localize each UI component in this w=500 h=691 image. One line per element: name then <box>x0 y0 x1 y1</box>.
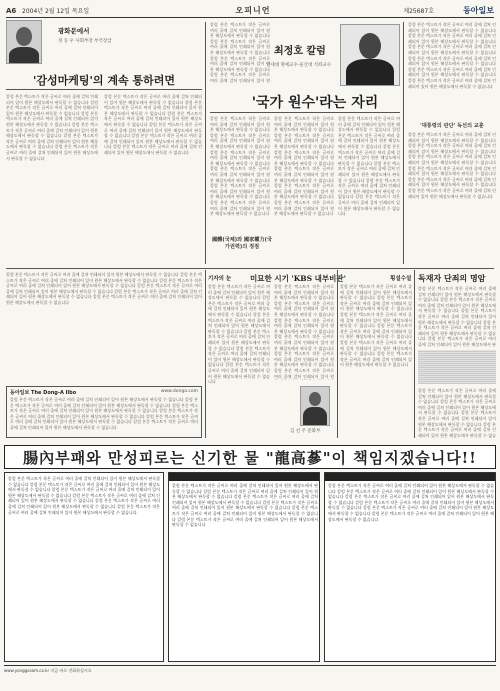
right-body-top: 칼럼 본문 텍스트가 작은 글씨로 여러 줄에 걸쳐 인쇄되어 있어 원본 해상도에서 판독할 수 없습니다 칼럼 본문 텍스트가 작은 글씨로 여러 줄에 걸쳐 인쇄되어 있어 원본 해상도에서 판독할 수 없습니다 칼럼 본문 텍스트가 작은 글씨로 여러 줄에 걸쳐 인쇄되어 있어 원본 해상도에서 판독할 수 없습니다 칼럼 본문 텍스트가 작은 글씨로 여러 줄에 걸쳐 인쇄되어 있어 원본 해상도에서 판독할 수 없습니다 칼럼 본문 텍스트가 작은 글씨로 여러 줄에 걸쳐 인쇄되어 있어 원본 해상도에서 판독할 수 없습니다 칼럼 본문 텍스트가 작은 글씨로 여러 줄에 걸쳐 인쇄되어 있어 원본 해상도에서 판독할 수 없습니다 <box>408 22 496 89</box>
right-body-bottom: 칼럼 본문 텍스트가 작은 글씨로 여러 줄에 걸쳐 인쇄되어 있어 원본 해상도에서 판독할 수 없습니다 칼럼 본문 텍스트가 작은 글씨로 여러 줄에 걸쳐 인쇄되어 있어 원본 해상도에서 판독할 수 없습니다 칼럼 본문 텍스트가 작은 글씨로 여러 줄에 걸쳐 인쇄되어 있어 원본 해상도에서 판독할 수 없습니다 칼럼 본문 텍스트가 작은 글씨로 여러 줄에 걸쳐 인쇄되어 있어 원본 해상도에서 판독할 수 없습니다 칼럼 본문 텍스트가 작은 글씨로 여러 줄에 걸쳐 인쇄되어 있어 원본 해상도에서 판독할 수 없습니다 칼럼 본문 텍스트가 작은 글씨로 여러 줄에 걸쳐 인쇄되어 있어 원본 해상도에서 판독할 수 없습니다 <box>408 132 496 199</box>
center-headline: '국가 원수'라는 자리 <box>251 95 379 111</box>
ad-headline: 腸內부패와 만성피로는 신기한 물 "龍高蔘"이 책임지겠습니다!! <box>23 448 477 467</box>
center-byline: 연세대 명예교수·울산대 석좌교수 <box>266 63 332 68</box>
bottom-image-3 <box>418 350 496 384</box>
right-subhead: '대통령의 판단' 독선의 교훈 <box>420 123 484 129</box>
bottom-byline: 김 선 주 문화부 <box>290 429 321 434</box>
author-photo-left <box>6 20 42 64</box>
ad-panel-right: 칼럼 본문 텍스트가 작은 글씨로 여러 줄에 걸쳐 인쇄되어 있어 원본 해상도에서 판독할 수 없습니다 칼럼 본문 텍스트가 작은 글씨로 여러 줄에 걸쳐 인쇄되어 있어 원본 해상도에서 판독할 수 없습니다 칼럼 본문 텍스트가 작은 글씨로 여러 줄에 걸쳐 인쇄되어 있어 원본 해상도에서 판독할 수 없습니다 칼럼 본문 텍스트가 작은 글씨로 여러 줄에 걸쳐 인쇄되어 있어 원본 해상도에서 판독할 수 없습니다 칼럼 본문 텍스트가 작은 글씨로 여러 줄에 걸쳐 인쇄되어 있어 원본 해상도에서 판독할 수 없습니다 칼럼 본문 텍스트가 작은 글씨로 여러 줄에 걸쳐 인쇄되어 있어 원본 해상도에서 판독할 수 없습니다 <box>324 472 496 662</box>
ad-panel-left: 칼럼 본문 텍스트가 작은 글씨로 여러 줄에 걸쳐 인쇄되어 있어 원본 해상도에서 판독할 수 없습니다 칼럼 본문 텍스트가 작은 글씨로 여러 줄에 걸쳐 인쇄되어 있어 원본 해상도에서 판독할 수 없습니다 칼럼 본문 텍스트가 작은 글씨로 여러 줄에 걸쳐 인쇄되어 있어 원본 해상도에서 판독할 수 없습니다 칼럼 본문 텍스트가 작은 글씨로 여러 줄에 걸쳐 인쇄되어 있어 원본 해상도에서 판독할 수 없습니다 칼럼 본문 텍스트가 작은 글씨로 여러 줄에 걸쳐 인쇄되어 있어 원본 해상도에서 판독할 수 없습니다 칼럼 본문 텍스트가 작은 글씨로 여러 줄에 걸쳐 인쇄되어 있어 원본 해상도에서 판독할 수 없습니다 <box>4 472 164 662</box>
newspaper-brand: 동아일보 <box>463 6 494 15</box>
page-number: A6 <box>6 6 17 15</box>
bottom-title-1: 미묘한 시기 'KBS 내부비판' <box>250 274 346 283</box>
company-url: www.donga.com <box>160 389 198 394</box>
left-body-col2: 칼럼 본문 텍스트가 작은 글씨로 여러 줄에 걸쳐 인쇄되어 있어 원본 해상도에서 판독할 수 없습니다 칼럼 본문 텍스트가 작은 글씨로 여러 줄에 걸쳐 인쇄되어 있어 원본 해상도에서 판독할 수 없습니다 칼럼 본문 텍스트가 작은 글씨로 여러 줄에 걸쳐 인쇄되어 있어 원본 해상도에서 판독할 수 없습니다 칼럼 본문 텍스트가 작은 글씨로 여러 줄에 걸쳐 인쇄되어 있어 원본 해상도에서 판독할 수 없습니다 칼럼 본문 텍스트가 작은 글씨로 여러 줄에 걸쳐 인쇄되어 있어 원본 해상도에서 판독할 수 없습니다 칼럼 본문 텍스트가 작은 글씨로 여러 줄에 걸쳐 인쇄되어 있어 원본 해상도에서 판독할 수 없습니다 <box>104 94 202 155</box>
bottom-body-3a: 칼럼 본문 텍스트가 작은 글씨로 여러 줄에 걸쳐 인쇄되어 있어 원본 해상도에서 판독할 수 없습니다 칼럼 본문 텍스트가 작은 글씨로 여러 줄에 걸쳐 인쇄되어 있어 원본 해상도에서 판독할 수 없습니다 칼럼 본문 텍스트가 작은 글씨로 여러 줄에 걸쳐 인쇄되어 있어 원본 해상도에서 판독할 수 없습니다 칼럼 본문 텍스트가 작은 글씨로 여러 줄에 걸쳐 인쇄되어 있어 원본 해상도에서 판독할 수 없습니다 칼럼 본문 텍스트가 작은 글씨로 여러 줄에 걸쳐 인쇄되어 있어 원본 해상도에서 판 <box>418 286 496 347</box>
bottom-title-3: 독재자 단죄의 명암 <box>418 273 486 283</box>
bottom-body-3b: 칼럼 본문 텍스트가 작은 글씨로 여러 줄에 걸쳐 인쇄되어 있어 원본 해상도에서 판독할 수 없습니다 칼럼 본문 텍스트가 작은 글씨로 여러 줄에 걸쳐 인쇄되어 있어 원본 해상도에서 판독할 수 없습니다 칼럼 본문 텍스트가 작은 글씨로 여러 줄에 걸쳐 인쇄되어 있어 원본 해상도에서 판독할 수 없습니다 칼럼 본문 텍스트가 작은 글씨로 여러 줄에 걸쳐 인쇄되어 있어 원본 해상도에서 판독할 수 없습 <box>418 388 496 438</box>
issue-date: 2004년 2월 12일 목요일 <box>22 8 90 15</box>
ad-footer <box>4 665 496 687</box>
bottom-left-body: 칼럼 본문 텍스트가 작은 글씨로 여러 줄에 걸쳐 인쇄되어 있어 원본 해상도에서 판독할 수 없습니다 칼럼 본문 텍스트가 작은 글씨로 여러 줄에 걸쳐 인쇄되어 있어 원본 해상도에서 판독할 수 없습니다 칼럼 본문 텍스트가 작은 글씨로 여러 줄에 걸쳐 인쇄되어 있어 원본 해상도에서 판독할 수 없습니다 칼럼 본문 텍스트가 작은 글씨로 여러 줄에 걸쳐 인쇄되어 있어 원본 해상도에서 판독할 수 없습니다 칼럼 본문 텍스트가 작은 글씨로 여러 줄에 걸쳐 인쇄되어 있어 원본 해상도에서 판독할 수 없습니다 칼럼 본문 텍스트가 작은 글씨로 여러 줄에 걸쳐 인쇄되어 있어 원본 해상도에서 판독할 수 없습니다 <box>6 272 202 305</box>
ad-footer-text: www.yonggosam.co.kr 지금 바로 전화하십시오 <box>4 668 92 673</box>
bottom-body-1a: 칼럼 본문 텍스트가 작은 글씨로 여러 줄에 걸쳐 인쇄되어 있어 원본 해상도에서 판독할 수 없습니다 칼럼 본문 텍스트가 작은 글씨로 여러 줄에 걸쳐 인쇄되어 있어 원본 해상도에서 판독할 수 없습니다 칼럼 본문 텍스트가 작은 글씨로 여러 줄에 걸쳐 인쇄되어 있어 원본 해상도에서 판독할 수 없습니다 칼럼 본문 텍스트가 작은 글씨로 여러 줄에 걸쳐 인쇄되어 있어 원본 해상도에서 판독할 수 없습니다 칼럼 본문 텍스트가 작은 글씨로 여러 줄에 걸쳐 인쇄되어 있어 원본 해상도에서 판독할 수 없습니다 칼럼 본문 텍스트가 작은 글씨로 여러 줄에 걸쳐 인쇄되어 있어 원본 해상도에서 판독할 수 없습니다 <box>208 284 270 385</box>
reporter-photo <box>300 386 330 426</box>
issue-number: 제25687호 <box>403 8 434 15</box>
center-subhead: 國體(국체)와 國家權力(국가권력)의 정점 <box>211 237 273 250</box>
center-kicker: 최정호 칼럼 <box>274 46 326 57</box>
company-title: 동아일보 The Dong-A Ilbo <box>10 390 77 396</box>
bottom-body-2: 칼럼 본문 텍스트가 작은 글씨로 여러 줄에 걸쳐 인쇄되어 있어 원본 해상도에서 판독할 수 없습니다 칼럼 본문 텍스트가 작은 글씨로 여러 줄에 걸쳐 인쇄되어 있어 원본 해상도에서 판독할 수 없습니다 칼럼 본문 텍스트가 작은 글씨로 여러 줄에 걸쳐 인쇄되어 있어 원본 해상도에서 판독할 수 없습니다 칼럼 본문 텍스트가 작은 글씨로 여러 줄에 걸쳐 인쇄되어 있어 원본 해상도에서 판독할 수 없습니다 칼럼 본문 텍스트가 작은 글씨로 여러 줄에 걸쳐 인쇄되어 있어 원본 해상도에서 판독할 수 없습니다 칼럼 본문 텍스트가 작은 글씨로 여러 줄에 걸쳐 인쇄되어 있어 원본 해상도에서 판독할 수 없습니다 <box>340 284 412 368</box>
ad-banner <box>4 445 496 469</box>
left-headline: '감성마케팅'의 계속 통하려면 <box>33 74 175 87</box>
left-byline: 정 동 우 사회부장 부국장급 <box>58 39 112 44</box>
bottom-body-1b: 칼럼 본문 텍스트가 작은 글씨로 여러 줄에 걸쳐 인쇄되어 있어 원본 해상도에서 판독할 수 없습니다 칼럼 본문 텍스트가 작은 글씨로 여러 줄에 걸쳐 인쇄되어 있어 원본 해상도에서 판독할 수 없습니다 칼럼 본문 텍스트가 작은 글씨로 여러 줄에 걸쳐 인쇄되어 있어 원본 해상도에서 판독할 수 없습니다 칼럼 본문 텍스트가 작은 글씨로 여러 줄에 걸쳐 인쇄되어 있어 원본 해상도에서 판독할 수 없습니다 칼럼 본문 텍스트가 작은 글씨로 여러 줄에 걸쳐 인쇄되어 있어 원본 해상도에서 판독할 수 없습니다 칼럼 본문 텍스트가 작은 글씨로 여러 줄에 걸쳐 인쇄되어 있어 원 <box>274 284 334 379</box>
author-photo-center <box>340 24 400 86</box>
center-body-col1: 칼럼 본문 텍스트가 작은 글씨로 여러 줄에 걸쳐 인쇄되어 있어 원본 해상도에서 판독할 수 없습니다 칼럼 본문 텍스트가 작은 글씨로 여러 줄에 걸쳐 인쇄되어 있어 원본 해상도에서 판독할 수 없습니다 칼럼 본문 텍스트가 작은 글씨로 여러 줄에 걸쳐 인쇄되어 있어 원본 해상도에서 판독할 수 없습니다 칼럼 본문 텍스트가 작은 글씨로 여러 줄에 걸쳐 인쇄되어 있어 원본 해상도에서 판독할 수 없습니다 칼럼 본문 텍스트가 작은 글씨로 여러 줄에 걸쳐 인쇄되어 있어 원본 해상도에서 판독할 수 없습니다 칼럼 본문 텍스트가 작은 글씨로 여러 줄에 걸쳐 인쇄되어 있어 원본 해상도에서 판독할 수 없습니다 <box>210 116 270 217</box>
bottom-kicker-1: 기자의 눈 <box>208 276 232 282</box>
left-kicker: 광화문에서 <box>58 27 90 35</box>
center-lead-text: 칼럼 본문 텍스트가 작은 글씨로 여러 줄에 걸쳐 인쇄되어 있어 원본 해상도에서 판독할 수 없습니다 칼럼 본문 텍스트가 작은 글씨로 여러 줄에 걸쳐 인쇄되어 있어 원본 해상도에서 판독할 수 없습니다 칼럼 본문 텍스트가 작은 글씨로 여러 줄에 걸쳐 인쇄되어 있어 원본 해상도에서 판독할 수 없습니다 칼럼 본문 텍스트가 작은 글씨로 여러 줄에 걸쳐 인쇄되어 있어 원 <box>210 22 270 83</box>
company-staff-text: 칼럼 본문 텍스트가 작은 글씨로 여러 줄에 걸쳐 인쇄되어 있어 원본 해상도에서 판독할 수 없습니다 칼럼 본문 텍스트가 작은 글씨로 여러 줄에 걸쳐 인쇄되어 있어 원본 해상도에서 판독할 수 없습니다 칼럼 본문 텍스트가 작은 글씨로 여러 줄에 걸쳐 인쇄되어 있어 원본 해상도에서 판독할 수 없습니다 칼럼 본문 텍스트가 작은 글씨로 여러 줄에 걸쳐 인쇄되어 있어 원본 해상도에서 판독할 수 없습니다 칼럼 본문 텍스트가 작은 글씨로 여러 줄에 걸쳐 인쇄되어 있어 원본 해상도에서 판독할 수 없습니다 칼럼 본문 텍스트가 작은 글씨로 여러 줄에 걸쳐 인쇄되어 있어 원본 해상도에서 판독할 수 없습니다 <box>10 397 198 430</box>
section-title: 오피니언 <box>235 6 271 15</box>
center-body-col2: 칼럼 본문 텍스트가 작은 글씨로 여러 줄에 걸쳐 인쇄되어 있어 원본 해상도에서 판독할 수 없습니다 칼럼 본문 텍스트가 작은 글씨로 여러 줄에 걸쳐 인쇄되어 있어 원본 해상도에서 판독할 수 없습니다 칼럼 본문 텍스트가 작은 글씨로 여러 줄에 걸쳐 인쇄되어 있어 원본 해상도에서 판독할 수 없습니다 칼럼 본문 텍스트가 작은 글씨로 여러 줄에 걸쳐 인쇄되어 있어 원본 해상도에서 판독할 수 없습니다 칼럼 본문 텍스트가 작은 글씨로 여러 줄에 걸쳐 인쇄되어 있어 원본 해상도에서 판독할 수 없습니다 칼럼 본문 텍스트가 작은 글씨로 여러 줄에 걸쳐 인쇄되어 있어 원본 해상도에서 판독할 수 없습니다 <box>274 116 334 217</box>
bottom-kicker-2: 횡설수설 <box>390 276 412 282</box>
left-body-col1: 칼럼 본문 텍스트가 작은 글씨로 여러 줄에 걸쳐 인쇄되어 있어 원본 해상도에서 판독할 수 없습니다 칼럼 본문 텍스트가 작은 글씨로 여러 줄에 걸쳐 인쇄되어 있어 원본 해상도에서 판독할 수 없습니다 칼럼 본문 텍스트가 작은 글씨로 여러 줄에 걸쳐 인쇄되어 있어 원본 해상도에서 판독할 수 없습니다 칼럼 본문 텍스트가 작은 글씨로 여러 줄에 걸쳐 인쇄되어 있어 원본 해상도에서 판독할 수 없습니다 칼럼 본문 텍스트가 작은 글씨로 여러 줄에 걸쳐 인쇄되어 있어 원본 해상도에서 판독할 수 없습니다 칼럼 본문 텍스트가 작은 글씨로 여러 줄에 걸쳐 인쇄되어 있어 원본 해상도에서 판독할 수 없습니다 <box>6 94 98 161</box>
company-info-box <box>6 386 202 438</box>
center-body-col3: 칼럼 본문 텍스트가 작은 글씨로 여러 줄에 걸쳐 인쇄되어 있어 원본 해상도에서 판독할 수 없습니다 칼럼 본문 텍스트가 작은 글씨로 여러 줄에 걸쳐 인쇄되어 있어 원본 해상도에서 판독할 수 없습니다 칼럼 본문 텍스트가 작은 글씨로 여러 줄에 걸쳐 인쇄되어 있어 원본 해상도에서 판독할 수 없습니다 칼럼 본문 텍스트가 작은 글씨로 여러 줄에 걸쳐 인쇄되어 있어 원본 해상도에서 판독할 수 없습니다 칼럼 본문 텍스트가 작은 글씨로 여러 줄에 걸쳐 인쇄되어 있어 원본 해상도에서 판독할 수 없습니다 칼럼 본문 텍스트가 작은 글씨로 여러 줄에 걸쳐 인쇄되어 있어 원본 해상도에서 판독할 수 없습니다 <box>338 116 400 217</box>
page-header <box>6 4 494 18</box>
ad-panel-center: 칼럼 본문 텍스트가 작은 글씨로 여러 줄에 걸쳐 인쇄되어 있어 원본 해상도에서 판독할 수 없습니다 칼럼 본문 텍스트가 작은 글씨로 여러 줄에 걸쳐 인쇄되어 있어 원본 해상도에서 판독할 수 없습니다 칼럼 본문 텍스트가 작은 글씨로 여러 줄에 걸쳐 인쇄되어 있어 원본 해상도에서 판독할 수 없습니다 칼럼 본문 텍스트가 작은 글씨로 여러 줄에 걸쳐 인쇄되어 있어 원본 해상도에서 판독할 수 없습니다 칼럼 본문 텍스트가 작은 글씨로 여러 줄에 걸쳐 인쇄되어 있어 원본 해상도에서 판독할 수 없습니다 칼럼 본문 텍스트가 작은 글씨로 여러 줄에 걸쳐 인쇄되어 있어 원본 해상도에서 판독할 수 없습니다 <box>168 472 320 662</box>
